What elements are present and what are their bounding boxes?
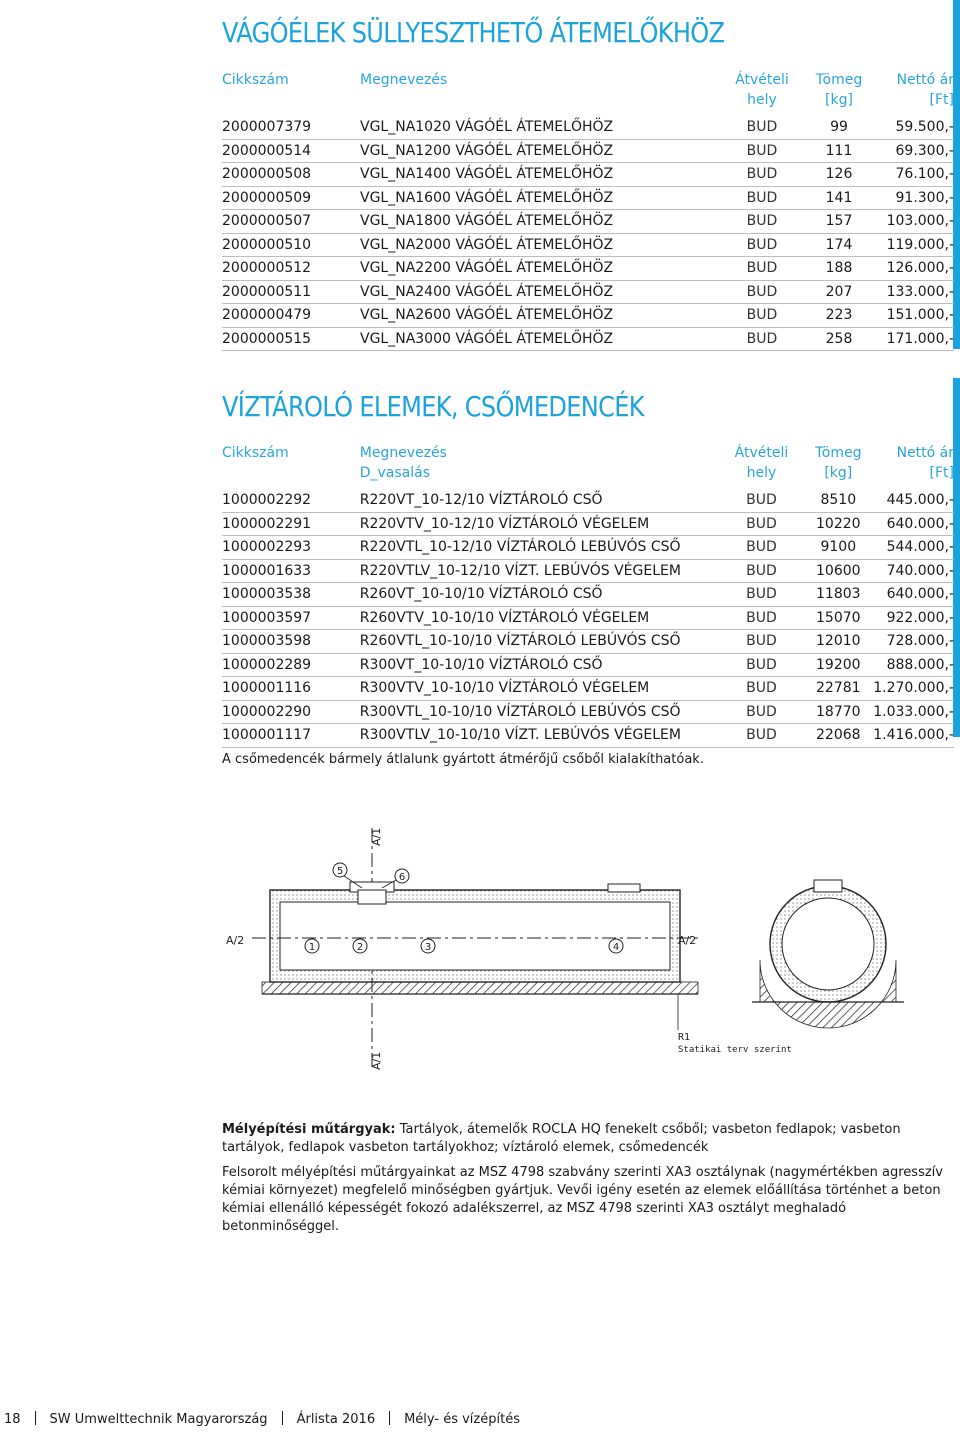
- section-label-left: A/2: [226, 934, 245, 947]
- cell-name: VGL_NA1200 VÁGÓÉL ÁTEMELŐHÖZ: [360, 139, 720, 163]
- civil-structures-paragraph: Mélyépítési műtárgyak: Tartályok, átemelők ROCLA HQ fenekelt csőből; vasbeton fedlapok; vasbeton tartályok, fedlapok vasbeton tartályokhoz; víztároló elemek, csőmedencék: [222, 1122, 901, 1155]
- cell-price: 640.000,-: [873, 583, 954, 607]
- cell-name: VGL_NA1600 VÁGÓÉL ÁTEMELŐHÖZ: [360, 186, 720, 210]
- cell-location: BUD: [720, 653, 804, 677]
- cell-price: 888.000,-: [873, 653, 954, 677]
- header-location: Átvételi hely: [735, 72, 789, 108]
- table-row: [222, 257, 954, 281]
- header-price: Nettó ár [Ft]: [896, 445, 954, 481]
- table-row: [222, 280, 954, 304]
- cell-price: 69.300,-: [874, 139, 954, 163]
- table-row: [222, 512, 954, 536]
- cell-price: 1.270.000,-: [873, 677, 954, 701]
- cell-name: VGL_NA2400 VÁGÓÉL ÁTEMELŐHÖZ: [360, 280, 720, 304]
- table-row: [222, 630, 954, 654]
- section-label-top: A/1: [370, 827, 383, 846]
- page-footer: [0, 1411, 520, 1427]
- table-row: [222, 304, 954, 328]
- manhole-collar-right: [608, 884, 640, 892]
- cell-name: VGL_NA2600 VÁGÓÉL ÁTEMELŐHÖZ: [360, 304, 720, 328]
- cell-mass: 258: [804, 327, 874, 351]
- cell-mass: 12010: [803, 630, 873, 654]
- cell-price: 133.000,-: [874, 280, 954, 304]
- svg-text:1: 1: [308, 942, 316, 953]
- section-title-cutting-edges: VÁGÓÉLEK SÜLLYESZTHETŐ ÁTEMELŐKHÖZ: [222, 16, 725, 49]
- cell-code: 2000000509: [222, 186, 360, 210]
- cell-price: 126.000,-: [874, 257, 954, 281]
- cell-code: 1000002293: [222, 536, 360, 560]
- cell-name: R220VT_10-12/10 VÍZTÁROLÓ CSŐ: [360, 489, 720, 512]
- table-row: [222, 489, 954, 512]
- cell-name: VGL_NA2000 VÁGÓÉL ÁTEMELŐHÖZ: [360, 233, 720, 257]
- footer-company: SW Umwelttechnik Magyarország: [49, 1412, 268, 1427]
- cell-location: BUD: [720, 186, 804, 210]
- cell-location: BUD: [720, 606, 804, 630]
- cell-location: BUD: [720, 139, 804, 163]
- cell-location: BUD: [720, 304, 804, 328]
- cell-price: 59.500,-: [874, 116, 954, 139]
- cell-price: 103.000,-: [874, 210, 954, 234]
- marker-5: [333, 863, 347, 877]
- cell-mass: 223: [804, 304, 874, 328]
- table-row: [222, 163, 954, 187]
- header-mass: Tömeg [kg]: [815, 445, 862, 481]
- cell-code: 2000000507: [222, 210, 360, 234]
- pool-note: A csőmedencék bármely átlalunk gyártott átmérőjű csőből kialakíthatóak.: [222, 752, 704, 767]
- table-row: [222, 653, 954, 677]
- cell-mass: 9100: [803, 536, 873, 560]
- cell-mass: 174: [804, 233, 874, 257]
- cell-mass: 18770: [803, 700, 873, 724]
- table-row: [222, 559, 954, 583]
- table-row: [222, 724, 954, 748]
- table-row: [222, 139, 954, 163]
- cell-price: 1.416.000,-: [873, 724, 954, 748]
- cell-price: 151.000,-: [874, 304, 954, 328]
- label-static-plan: Statikai terv szerint: [678, 1045, 792, 1055]
- marker-6: [395, 869, 409, 883]
- cutting-edges-table: [222, 70, 954, 351]
- pipe-cross-section-inner: [782, 898, 874, 990]
- cell-name: R220VTV_10-12/10 VÍZTÁROLÓ VÉGELEM: [360, 512, 720, 536]
- cell-code: 2000000508: [222, 163, 360, 187]
- cell-location: BUD: [720, 677, 804, 701]
- cell-price: 76.100,-: [874, 163, 954, 187]
- section-title-water-storage: VÍZTÁROLÓ ELEMEK, CSŐMEDENCÉK: [222, 390, 644, 423]
- cell-location: BUD: [720, 536, 804, 560]
- header-mass: Tömeg [kg]: [815, 72, 863, 108]
- svg-text:5: 5: [336, 866, 344, 877]
- footer-document: Árlista 2016: [296, 1412, 376, 1427]
- cell-code: 1000001633: [222, 559, 360, 583]
- cell-name: VGL_NA1800 VÁGÓÉL ÁTEMELŐHÖZ: [360, 210, 720, 234]
- cell-mass: 126: [804, 163, 874, 187]
- cell-name: R220VTL_10-12/10 VÍZTÁROLÓ LEBÚVÓS CSŐ: [360, 536, 720, 560]
- cell-code: 1000003538: [222, 583, 360, 607]
- cell-mass: 188: [804, 257, 874, 281]
- table-row: [222, 677, 954, 701]
- cell-mass: 10220: [803, 512, 873, 536]
- cell-code: 2000000512: [222, 257, 360, 281]
- cell-price: 728.000,-: [873, 630, 954, 654]
- cell-code: 2000000479: [222, 304, 360, 328]
- cell-price: 445.000,-: [873, 489, 954, 512]
- cell-name: R300VTLV_10-10/10 VÍZT. LEBÚVÓS VÉGELEM: [360, 724, 720, 748]
- cell-location: BUD: [720, 700, 804, 724]
- cell-price: 91.300,-: [874, 186, 954, 210]
- cell-location: BUD: [720, 512, 804, 536]
- cell-mass: 15070: [803, 606, 873, 630]
- cell-location: BUD: [720, 257, 804, 281]
- table-row: [222, 186, 954, 210]
- table-row: [222, 210, 954, 234]
- cell-mass: 19200: [803, 653, 873, 677]
- cell-location: BUD: [720, 724, 804, 748]
- cell-location: BUD: [720, 583, 804, 607]
- footer-category: Mély- és vízépítés: [404, 1412, 520, 1427]
- cell-code: 2000007379: [222, 116, 360, 139]
- svg-text:4: 4: [612, 942, 620, 953]
- cell-code: 1000003598: [222, 630, 360, 654]
- tank-interior: [280, 902, 670, 970]
- cell-code: 1000001117: [222, 724, 360, 748]
- header-name: Megnevezés: [360, 72, 448, 88]
- svg-text:3: 3: [424, 942, 432, 953]
- header-code: Cikkszám: [222, 445, 289, 461]
- accent-bar-top: [953, 0, 960, 349]
- table-row: [222, 536, 954, 560]
- cell-location: BUD: [720, 116, 804, 139]
- cell-name: VGL_NA2200 VÁGÓÉL ÁTEMELŐHÖZ: [360, 257, 720, 281]
- cell-code: 1000001116: [222, 677, 360, 701]
- water-storage-table: [222, 443, 954, 748]
- cell-location: BUD: [720, 559, 804, 583]
- cell-location: BUD: [720, 630, 804, 654]
- standards-paragraph: Felsorolt mélyépítési műtárgyainkat az MSZ 4798 szabvány szerinti XA3 osztálynak (nagymértékben agresszív kémiai környezet) megfelelő minőségben gyártjuk. Vevői igény esetén az elemek előállítása történhet a beton kémiai ellenálló képességét fokozó adalékszerrel, az MSZ 4798 szerinti XA3 osztályt meghaladó betonminőséggel.: [222, 1165, 943, 1234]
- table-row: [222, 700, 954, 724]
- cell-code: 1000003597: [222, 606, 360, 630]
- header-location: Átvételi hely: [734, 445, 789, 481]
- cell-name: VGL_NA1400 VÁGÓÉL ÁTEMELŐHÖZ: [360, 163, 720, 187]
- pipe-top-opening: [814, 880, 842, 892]
- table-row: [222, 233, 954, 257]
- cell-price: 119.000,-: [874, 233, 954, 257]
- cell-name: R260VTV_10-10/10 VÍZTÁROLÓ VÉGELEM: [360, 606, 720, 630]
- cell-code: 1000002289: [222, 653, 360, 677]
- table-row: [222, 327, 954, 351]
- marker-1: [305, 939, 319, 953]
- manhole-shaft-left: [358, 890, 386, 904]
- cell-price: 922.000,-: [873, 606, 954, 630]
- bedding-layer: [262, 982, 698, 994]
- cell-mass: 157: [804, 210, 874, 234]
- table-header: [222, 70, 954, 116]
- cell-mass: 22781: [803, 677, 873, 701]
- cell-location: BUD: [720, 327, 804, 351]
- cell-name: R220VTLV_10-12/10 VÍZT. LEBÚVÓS VÉGELEM: [360, 559, 720, 583]
- table-header: [222, 443, 954, 489]
- label-r1: R1: [678, 1032, 691, 1043]
- cell-name: R260VT_10-10/10 VÍZTÁROLÓ CSŐ: [360, 583, 720, 607]
- cell-location: BUD: [720, 233, 804, 257]
- table-row: [222, 116, 954, 139]
- header-code: Cikkszám: [222, 72, 289, 88]
- cell-name: R300VTV_10-10/10 VÍZTÁROLÓ VÉGELEM: [360, 677, 720, 701]
- table-row: [222, 583, 954, 607]
- cell-mass: 11803: [803, 583, 873, 607]
- cell-price: 1.033.000,-: [873, 700, 954, 724]
- cell-code: 1000002292: [222, 489, 360, 512]
- cell-name: R260VTL_10-10/10 VÍZTÁROLÓ LEBÚVÓS CSŐ: [360, 630, 720, 654]
- cell-price: 544.000,-: [873, 536, 954, 560]
- cell-mass: 99: [804, 116, 874, 139]
- accent-bar-middle: [953, 378, 960, 737]
- marker-4: [609, 939, 623, 953]
- cell-mass: 141: [804, 186, 874, 210]
- cell-mass: 207: [804, 280, 874, 304]
- cell-name: VGL_NA3000 VÁGÓÉL ÁTEMELŐHÖZ: [360, 327, 720, 351]
- cell-code: 2000000510: [222, 233, 360, 257]
- page-number: 18: [4, 1412, 21, 1427]
- technical-drawing: [200, 810, 960, 1080]
- cell-code: 2000000511: [222, 280, 360, 304]
- cell-mass: 111: [804, 139, 874, 163]
- marker-2: [353, 939, 367, 953]
- cell-mass: 10600: [803, 559, 873, 583]
- header-name: Megnevezés D_vasalás: [359, 445, 447, 481]
- cell-location: BUD: [720, 489, 804, 512]
- svg-text:6: 6: [398, 872, 406, 883]
- cell-code: 1000002290: [222, 700, 360, 724]
- cell-price: 640.000,-: [873, 512, 954, 536]
- cell-name: R300VTL_10-10/10 VÍZTÁROLÓ LEBÚVÓS CSŐ: [360, 700, 720, 724]
- cell-mass: 8510: [803, 489, 873, 512]
- cell-code: 1000002291: [222, 512, 360, 536]
- cell-price: 171.000,-: [874, 327, 954, 351]
- cell-location: BUD: [720, 163, 804, 187]
- section-label-bottom: A/1: [370, 1051, 383, 1070]
- cell-location: BUD: [720, 280, 804, 304]
- header-price: Nettó ár [Ft]: [896, 72, 954, 108]
- marker-3: [421, 939, 435, 953]
- cell-mass: 22068: [803, 724, 873, 748]
- cell-name: R300VT_10-10/10 VÍZTÁROLÓ CSŐ: [360, 653, 720, 677]
- section-label-right: A/2: [678, 934, 697, 947]
- cell-code: 2000000514: [222, 139, 360, 163]
- cell-price: 740.000,-: [873, 559, 954, 583]
- svg-text:2: 2: [356, 942, 364, 953]
- cell-name: VGL_NA1020 VÁGÓÉL ÁTEMELŐHÖZ: [360, 116, 720, 139]
- cell-location: BUD: [720, 210, 804, 234]
- cell-code: 2000000515: [222, 327, 360, 351]
- table-row: [222, 606, 954, 630]
